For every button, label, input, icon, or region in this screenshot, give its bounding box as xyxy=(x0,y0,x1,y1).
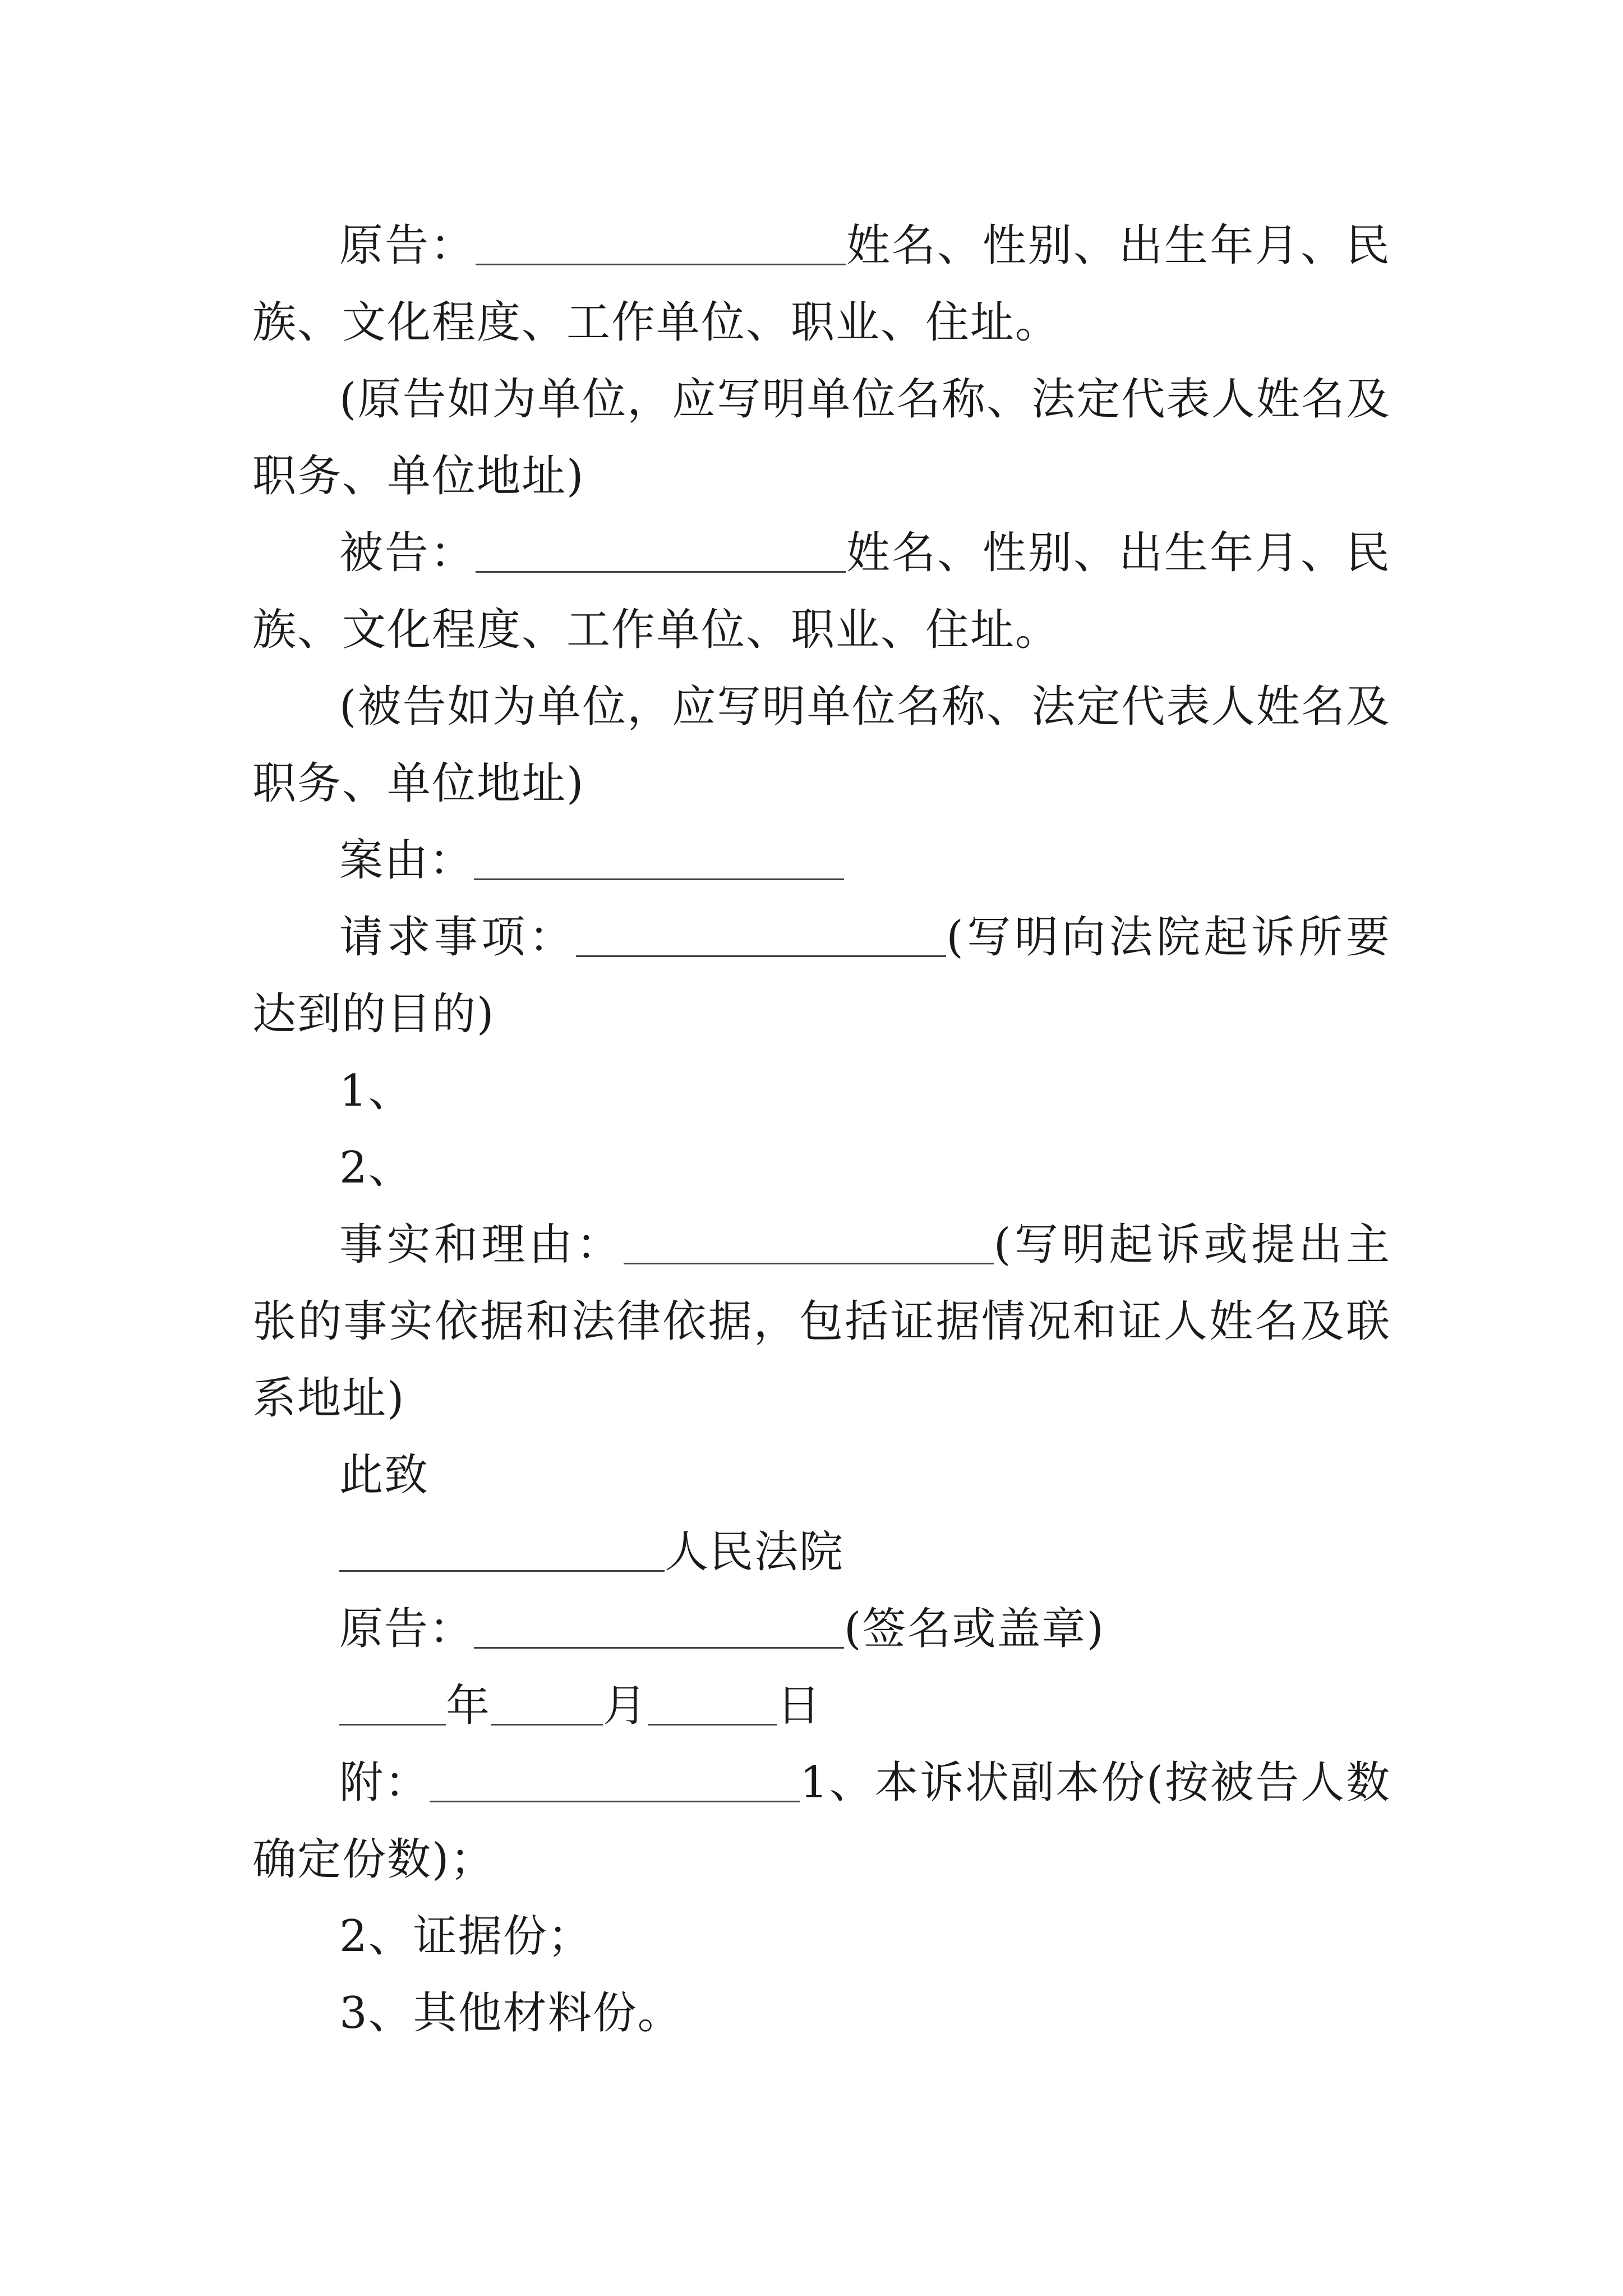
plaintiff-note: (原告如为单位，应写明单位名称、法定代表人姓名及职务、单位地址) xyxy=(252,374,1391,501)
facts-blank[interactable] xyxy=(624,1221,994,1264)
court-line xyxy=(252,1514,1391,1591)
plaintiff-name-blank[interactable] xyxy=(476,222,846,265)
claims-note: (写明向法院起诉所要达到的目的) xyxy=(252,912,1391,1039)
signer-blank[interactable] xyxy=(474,1605,844,1649)
case-cause-paragraph xyxy=(252,822,1391,899)
day-label: 日 xyxy=(777,1681,822,1731)
plaintiff-label: 原告： xyxy=(339,220,476,271)
attachment-item-3: 3、其他材料份。 xyxy=(339,1988,683,2039)
plaintiff-fields: 姓名、性别、出生年月、民族、文化程度、工作单位、职业、住址。 xyxy=(252,220,1391,348)
facts-label: 事实和理由： xyxy=(339,1220,624,1270)
month-label: 月 xyxy=(603,1681,648,1731)
salutation: 此致 xyxy=(339,1450,430,1501)
claim-item-1: 1、 xyxy=(339,1066,413,1116)
month-blank[interactable] xyxy=(491,1682,603,1726)
year-blank[interactable] xyxy=(339,1682,446,1726)
plaintiff-paragraph xyxy=(252,208,1391,361)
attachment-item-2: 2、证据份； xyxy=(339,1911,593,1962)
attachment-item-1: 1、本诉状副本份(按被告人数确定份数)； xyxy=(252,1757,1391,1885)
court-suffix: 人民法院 xyxy=(665,1527,845,1577)
defendant-label: 被告： xyxy=(339,528,476,578)
year-label: 年 xyxy=(446,1681,491,1731)
defendant-fields: 姓名、性别、出生年月、民族、文化程度、工作单位、职业、住址。 xyxy=(252,528,1391,655)
signer-note: (签名或盖章) xyxy=(844,1604,1105,1654)
case-cause-blank[interactable] xyxy=(474,837,844,880)
claims-label: 请求事项： xyxy=(339,912,577,963)
claims-paragraph xyxy=(252,899,1391,1053)
facts-note: (写明起诉或提出主张的事实依据和法律依据，包括证据情况和证人姓名及联系地址) xyxy=(252,1220,1391,1424)
date-line xyxy=(252,1668,1391,1745)
facts-paragraph xyxy=(252,1207,1391,1437)
defendant-note: (被告如为单位，应写明单位名称、法定代表人姓名及职务、单位地址) xyxy=(252,682,1391,809)
case-cause-label: 案由： xyxy=(339,835,474,886)
court-name-blank[interactable] xyxy=(339,1529,665,1572)
day-blank[interactable] xyxy=(648,1682,777,1726)
claim-item-2: 2、 xyxy=(339,1143,413,1193)
defendant-paragraph xyxy=(252,515,1391,669)
signer-label: 原告： xyxy=(339,1604,474,1654)
attachments-blank[interactable] xyxy=(430,1759,800,1802)
claims-blank[interactable] xyxy=(576,914,946,957)
attachments-label: 附： xyxy=(339,1757,430,1808)
attachments-paragraph xyxy=(252,1745,1391,1898)
signer-line xyxy=(252,1591,1391,1668)
defendant-name-blank[interactable] xyxy=(476,530,846,573)
